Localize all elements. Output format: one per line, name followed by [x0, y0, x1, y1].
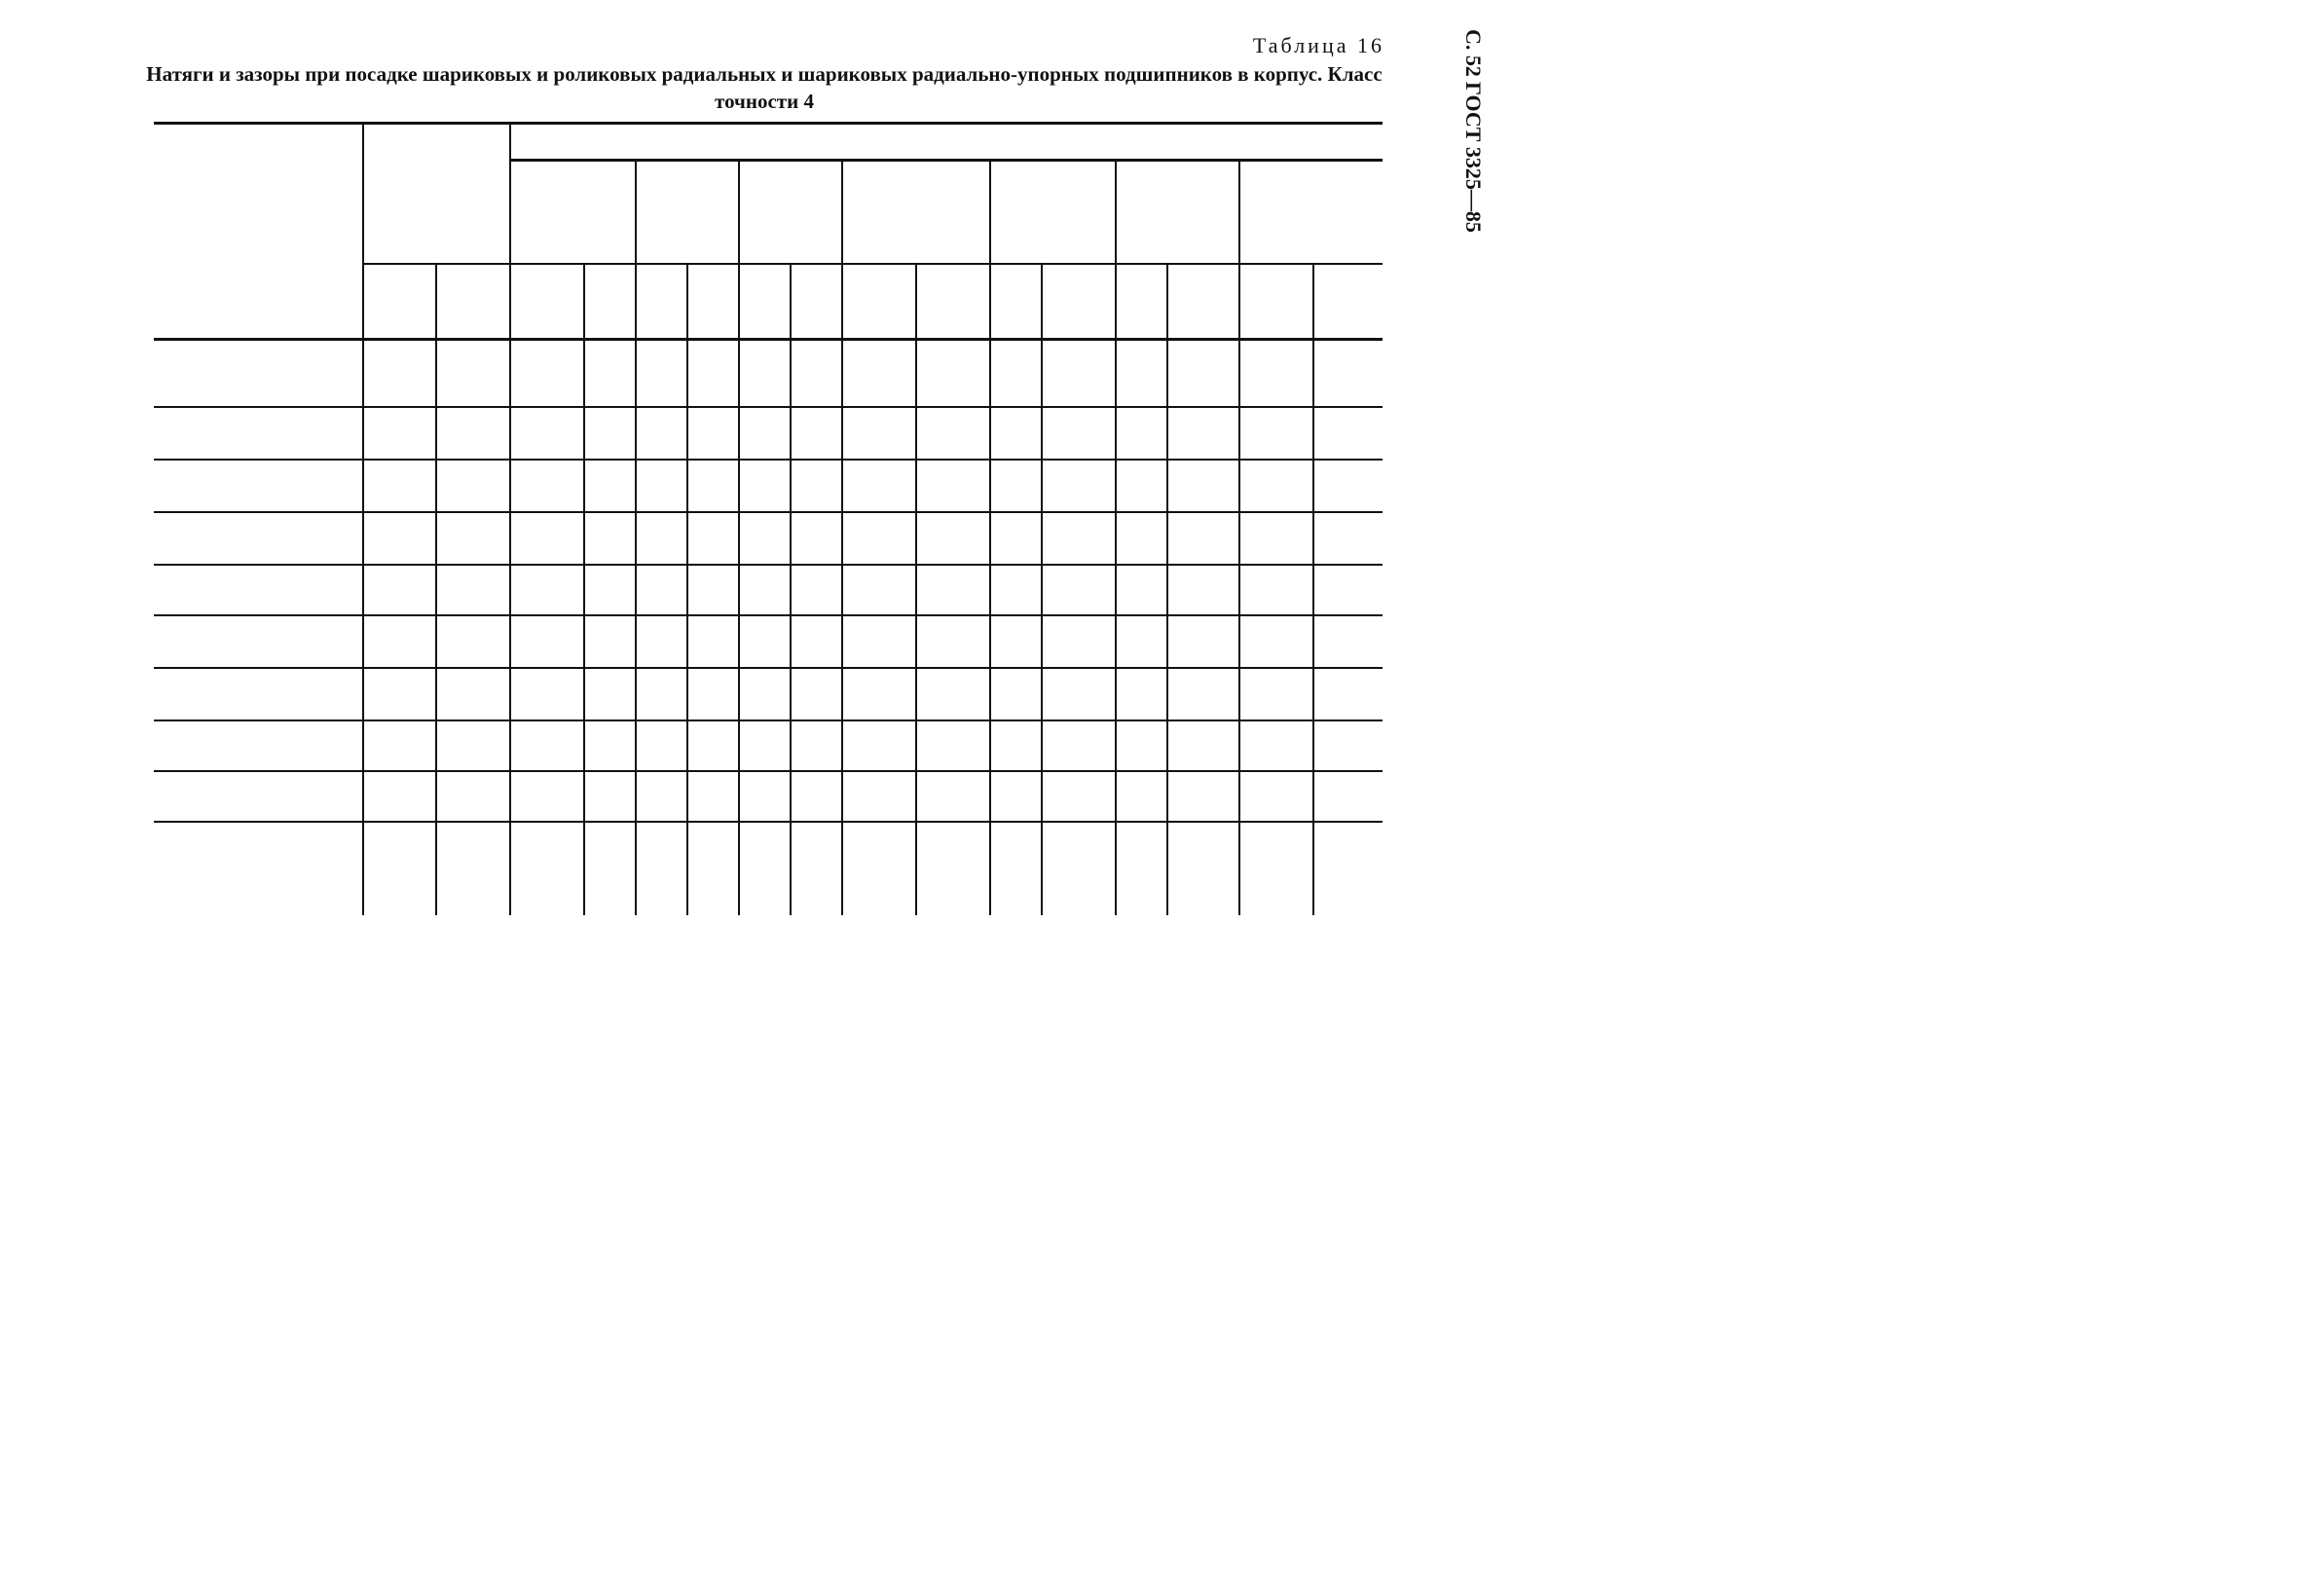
subcolumn-line	[686, 263, 688, 915]
fits-subheader-rule	[509, 263, 1383, 265]
interval-column-line	[362, 123, 364, 915]
row-rule	[154, 821, 1383, 823]
max-subheader	[635, 267, 686, 335]
max-subheader	[738, 267, 790, 335]
max-subheader	[1238, 267, 1312, 335]
row-rule	[154, 406, 1383, 408]
min-subheader	[1041, 267, 1115, 335]
max-subheader	[841, 267, 915, 335]
deviation-column-line	[435, 263, 437, 915]
subcolumn-line	[1041, 263, 1043, 915]
max-subheader	[989, 267, 1041, 335]
page-number: С. 52	[1461, 29, 1486, 77]
min-subheader	[1166, 267, 1238, 335]
fit-table	[0, 0, 1527, 1046]
top-rule	[154, 122, 1383, 125]
fits-group-rule	[509, 159, 1383, 162]
min-subheader	[915, 267, 989, 335]
row-rule	[154, 614, 1383, 616]
table-caption: Натяги и зазоры при посадке шариковых и роликовых радиальных и шариковых радиально-упорных подшипников в корпус. Класс точности 4	[146, 62, 1383, 113]
subcolumn-line	[1166, 263, 1168, 915]
row-rule	[154, 564, 1383, 566]
row-rule	[154, 720, 1383, 721]
header-bottom-rule	[154, 338, 1383, 341]
row-rule	[154, 770, 1383, 772]
min-subheader	[583, 267, 635, 335]
dev-lower-header	[435, 267, 509, 335]
min-subheader	[1312, 267, 1383, 335]
subcolumn-line	[915, 263, 917, 915]
max-subheader	[509, 267, 583, 335]
dev-upper-header	[362, 267, 435, 335]
row-rule	[154, 511, 1383, 513]
subcolumn-line	[583, 263, 585, 915]
fits-start-line	[509, 123, 511, 915]
row-rule	[154, 459, 1383, 461]
table-number: Таблица 16	[1252, 33, 1384, 57]
max-subheader	[1115, 267, 1166, 335]
row-rule	[154, 667, 1383, 669]
min-subheader	[790, 267, 841, 335]
min-subheader	[686, 267, 738, 335]
subcolumn-line	[1312, 263, 1314, 915]
subcolumn-line	[790, 263, 792, 915]
standard-code: ГОСТ 3325—85	[1461, 82, 1486, 234]
